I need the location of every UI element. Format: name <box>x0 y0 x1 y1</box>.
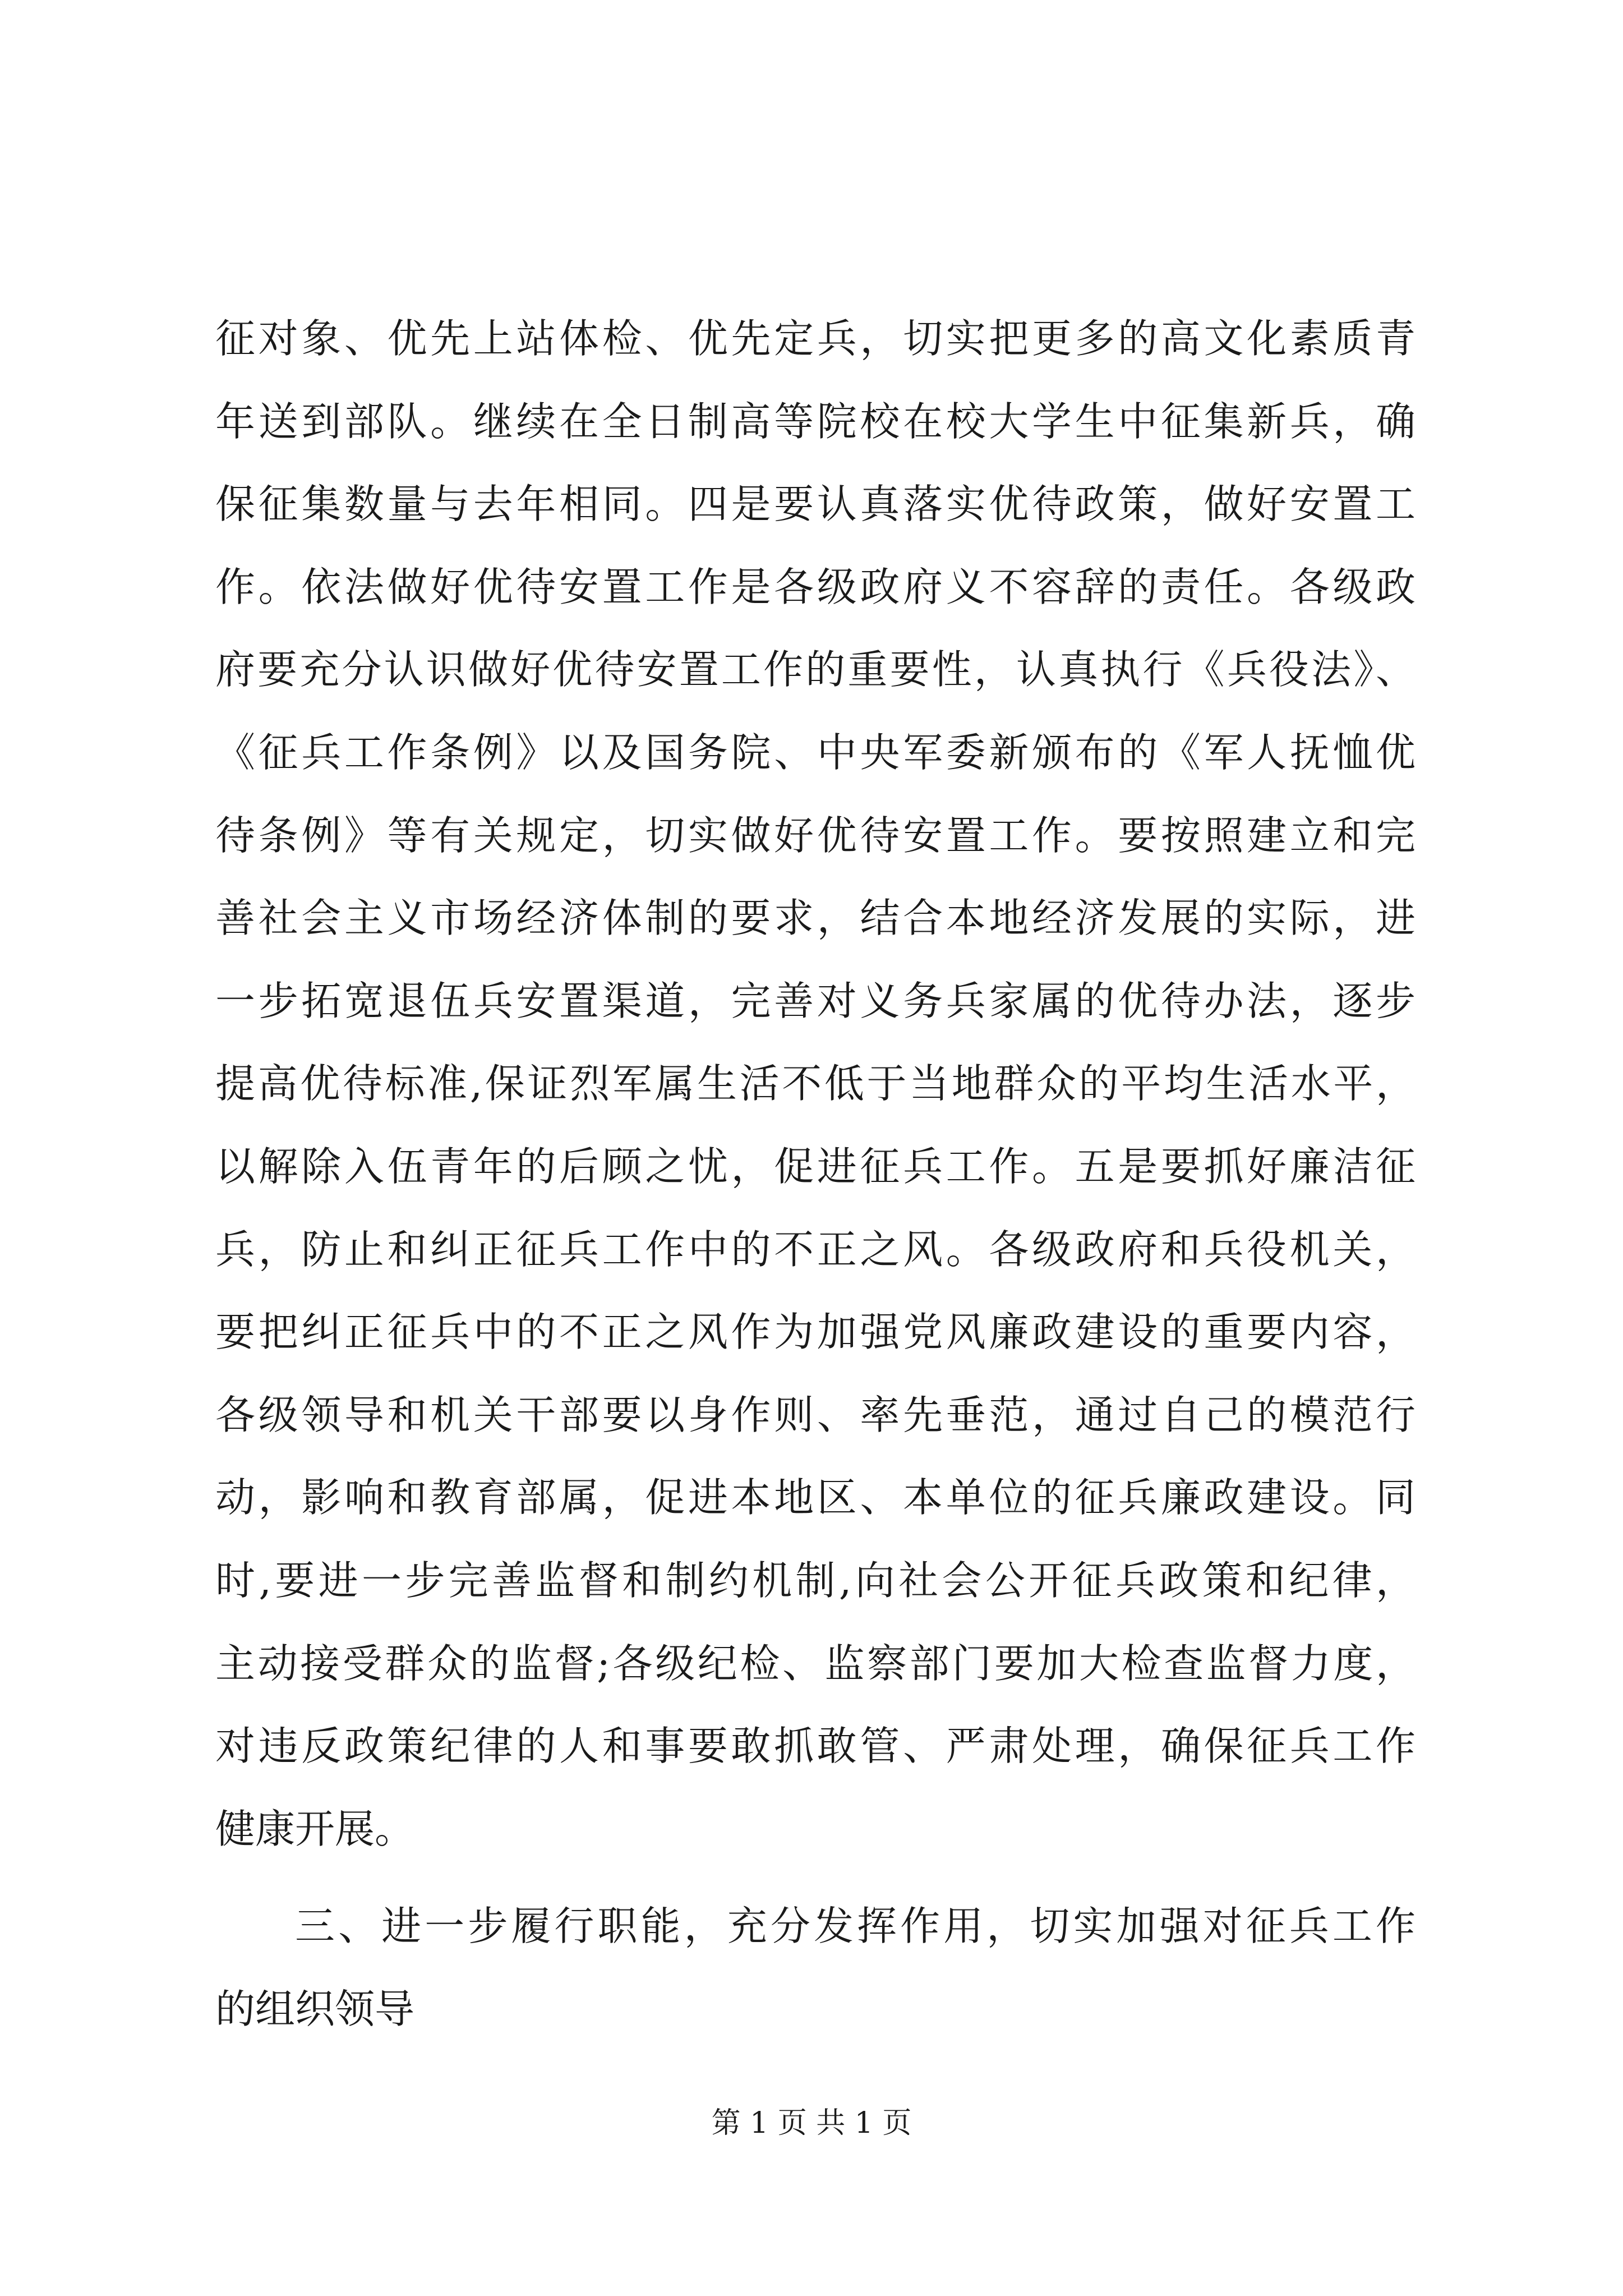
text-line: 提高优待标准,保证烈军属生活不低于当地群众的平均生活水平， <box>215 1060 1415 1107</box>
page-number-footer: 第 1 页 共 1 页 <box>711 2106 912 2140</box>
body-text <box>215 297 1415 2050</box>
text-line: 善社会主义市场经济体制的要求，结合本地经济发展的实际，进 <box>215 895 1415 942</box>
text-line: 征对象、优先上站体检、优先定兵，切实把更多的高文化素质青 <box>215 315 1415 362</box>
text-line: 对违反政策纪律的人和事要敢抓敢管、严肃处理，确保征兵工作 <box>215 1723 1415 1770</box>
text-line: 主动接受群众的监督;各级纪检、监察部门要加大检查监督力度， <box>215 1640 1415 1687</box>
text-line: 各级领导和机关干部要以身作则、率先垂范，通过自己的模范行 <box>215 1391 1415 1438</box>
text-line: 待条例》等有关规定，切实做好优待安置工作。要按照建立和完 <box>215 812 1415 859</box>
text-line: 要把纠正征兵中的不正之风作为加强党风廉政建设的重要内容， <box>215 1309 1415 1356</box>
section-heading-line: 的组织领导 <box>215 1985 415 2032</box>
text-line: 《征兵工作条例》以及国务院、中央军委新颁布的《军人抚恤优 <box>215 729 1415 776</box>
paragraph-gap <box>215 1870 1415 1885</box>
text-line: 一步拓宽退伍兵安置渠道，完善对义务兵家属的优待办法，逐步 <box>215 977 1415 1024</box>
text-line: 保征集数量与去年相同。四是要认真落实优待政策，做好安置工 <box>215 481 1415 528</box>
text-line: 作。依法做好优待安置工作是各级政府义不容辞的责任。各级政 <box>215 563 1415 610</box>
text-line: 兵，防止和纠正征兵工作中的不正之风。各级政府和兵役机关， <box>215 1226 1415 1273</box>
section-heading-line: 三、进一步履行职能，充分发挥作用，切实加强对征兵工作 <box>295 1903 1415 1950</box>
text-line: 时,要进一步完善监督和制约机制,向社会公开征兵政策和纪律， <box>215 1557 1415 1604</box>
text-line: 府要充分认识做好优待安置工作的重要性，认真执行《兵役法》、 <box>215 646 1415 693</box>
text-line: 健康开展。 <box>215 1805 415 1852</box>
text-line: 动，影响和教育部属，促进本地区、本单位的征兵廉政建设。同 <box>215 1474 1415 1521</box>
text-line: 年送到部队。继续在全日制高等院校在校大学生中征集新兵，确 <box>215 398 1415 445</box>
text-line: 以解除入伍青年的后顾之忧，促进征兵工作。五是要抓好廉洁征 <box>215 1143 1415 1190</box>
